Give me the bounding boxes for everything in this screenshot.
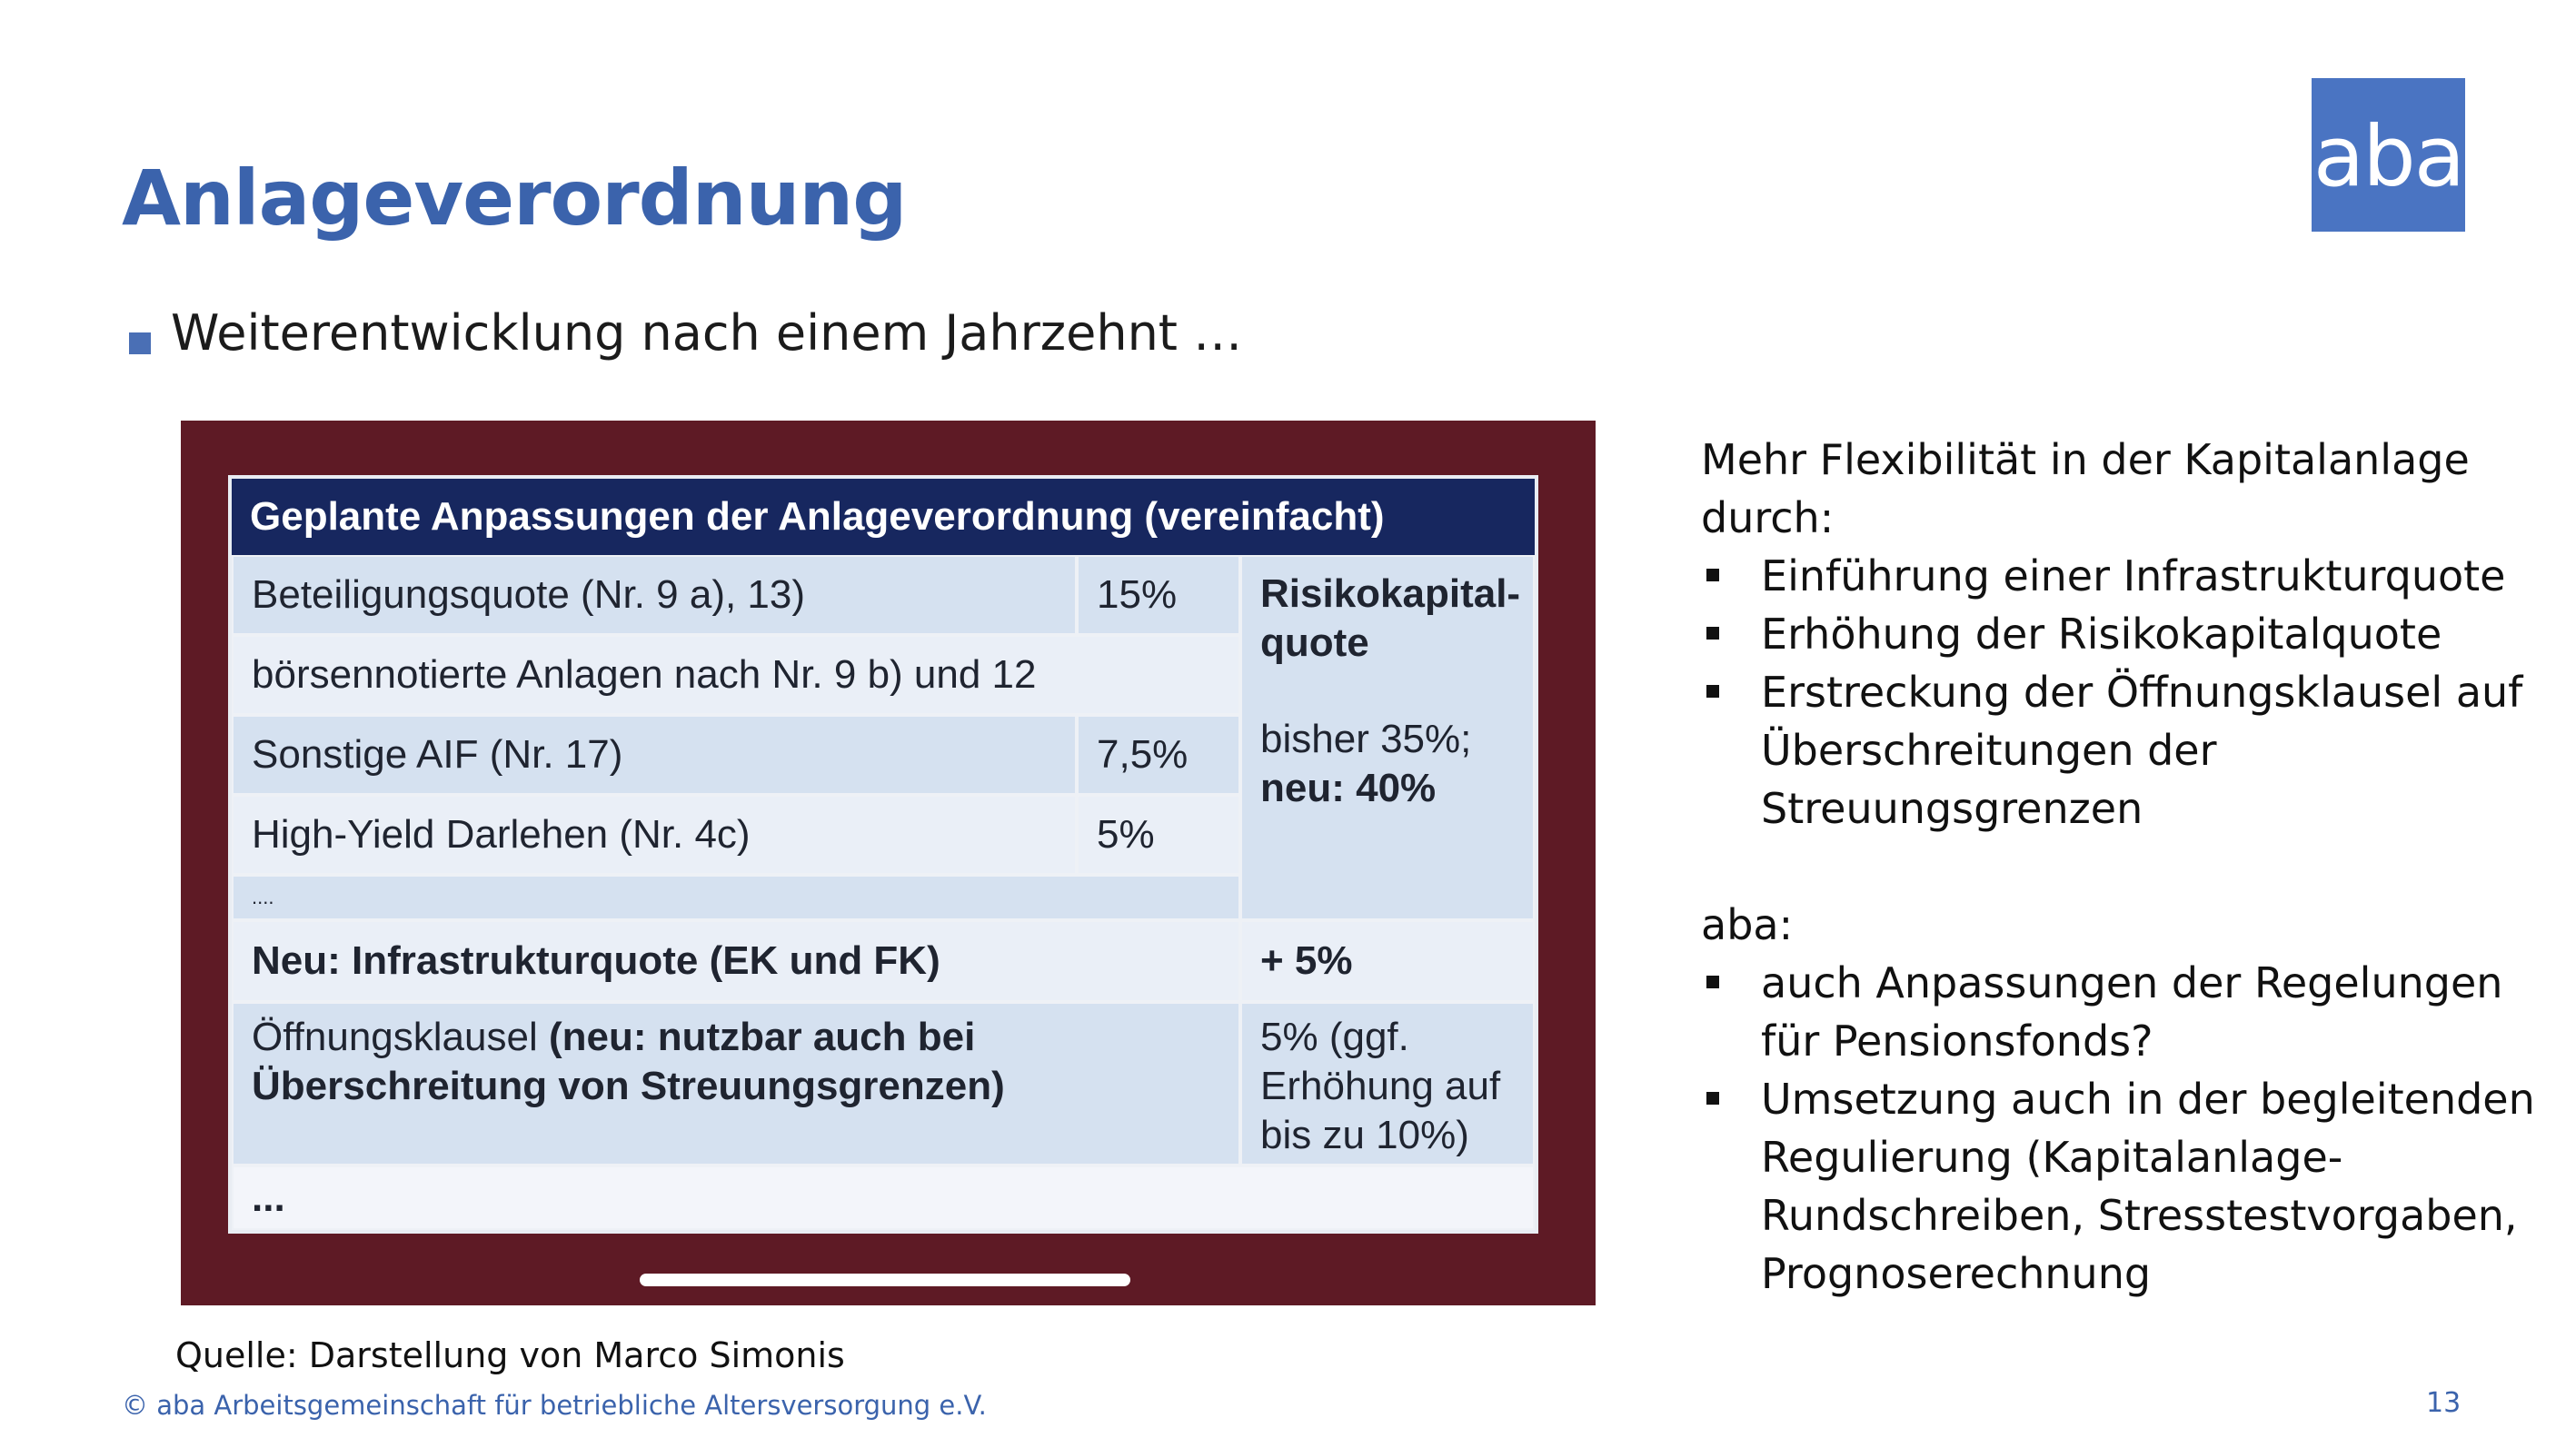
opening-clause-label <box>232 1002 1240 1165</box>
slide-subtitle: Weiterentwicklung nach einem Jahrzehnt … <box>171 304 1243 362</box>
list-item: Umsetzung auch in der begleitenden Regulierung (Kapitalanlage-Rundschreiben, Stresstestvorgaben, Prognoserechnung <box>1701 1070 2537 1303</box>
table-row-label: High-Yield Darlehen (Nr. 4c) <box>232 795 1077 875</box>
adjustments-table <box>228 475 1538 1234</box>
source-caption: Quelle: Darstellung von Marco Simonis <box>175 1335 845 1375</box>
risk-capital-title-line2: quote <box>1260 620 1369 665</box>
opening-clause-value <box>1240 1002 1535 1165</box>
square-bullet-icon <box>1706 685 1719 698</box>
list-item: Einführung einer Infrastrukturquote <box>1701 547 2537 605</box>
table-header: Geplante Anpassungen der Anlageverordnung (vereinfacht) <box>232 479 1535 555</box>
aba-label: aba: <box>1701 900 1794 949</box>
square-bullet-icon <box>1706 627 1719 640</box>
infrastructure-quota-label: Neu: Infrastrukturquote (EK und FK) <box>232 920 1240 1002</box>
side-bullet-list <box>1701 547 2537 838</box>
footer-copyright: © aba Arbeitsgemeinschaft für betriebliche Altersversorgung e.V. <box>122 1390 987 1421</box>
home-indicator-bar <box>640 1274 1130 1286</box>
risk-capital-title-line1: Risikokapital- <box>1260 571 1521 616</box>
table-row-label: börsennotierte Anlagen nach Nr. 9 b) und 12 <box>232 635 1240 715</box>
risk-capital-cell <box>1240 555 1535 920</box>
square-bullet-icon <box>129 332 151 354</box>
embedded-screenshot <box>181 421 1596 1305</box>
infrastructure-quota-value: + 5% <box>1240 920 1535 1002</box>
table-row-value: 7,5% <box>1077 715 1240 795</box>
aba-bullet-list <box>1701 954 2537 1303</box>
opening-clause-value-line3: bis zu 10%) <box>1260 1113 1469 1157</box>
page-number: 13 <box>2426 1387 2462 1419</box>
table-row-value: 15% <box>1077 555 1240 635</box>
square-bullet-icon <box>1706 569 1719 581</box>
risk-capital-previous: bisher 35%; <box>1260 717 1472 761</box>
list-item: Erstreckung der Öffnungsklausel auf Überschreitungen der Streuungsgrenzen <box>1701 663 2537 838</box>
list-item: auch Anpassungen der Regelungen für Pensionsfonds? <box>1701 954 2537 1070</box>
opening-clause-note-2: Überschreitung von Streuungsgrenzen) <box>252 1064 1005 1108</box>
square-bullet-icon <box>1706 1092 1719 1105</box>
side-intro: Mehr Flexibilität in der Kapitalanlage durch: <box>1701 435 2470 542</box>
opening-clause-value-line1: 5% (ggf. <box>1260 1015 1409 1059</box>
slide-title: Anlageverordnung <box>122 154 907 243</box>
table-row-label: Beteiligungsquote (Nr. 9 a), 13) <box>232 555 1077 635</box>
opening-clause-term: Öffnungsklausel <box>252 1015 538 1059</box>
table-row-label: .... <box>232 875 1240 920</box>
list-item: Erhöhung der Risikokapitalquote <box>1701 605 2537 663</box>
square-bullet-icon <box>1706 976 1719 988</box>
risk-capital-new: neu: 40% <box>1260 766 1437 810</box>
opening-clause-value-line2: Erhöhung auf <box>1260 1064 1501 1108</box>
opening-clause-note-1: (neu: nutzbar auch bei <box>548 1015 976 1059</box>
side-text-block <box>1701 431 2537 1303</box>
table-row-label: Sonstige AIF (Nr. 17) <box>232 715 1077 795</box>
aba-logo: aba <box>2312 78 2465 232</box>
table-row-value: 5% <box>1077 795 1240 875</box>
table-ellipsis-row: ... <box>232 1165 1535 1230</box>
